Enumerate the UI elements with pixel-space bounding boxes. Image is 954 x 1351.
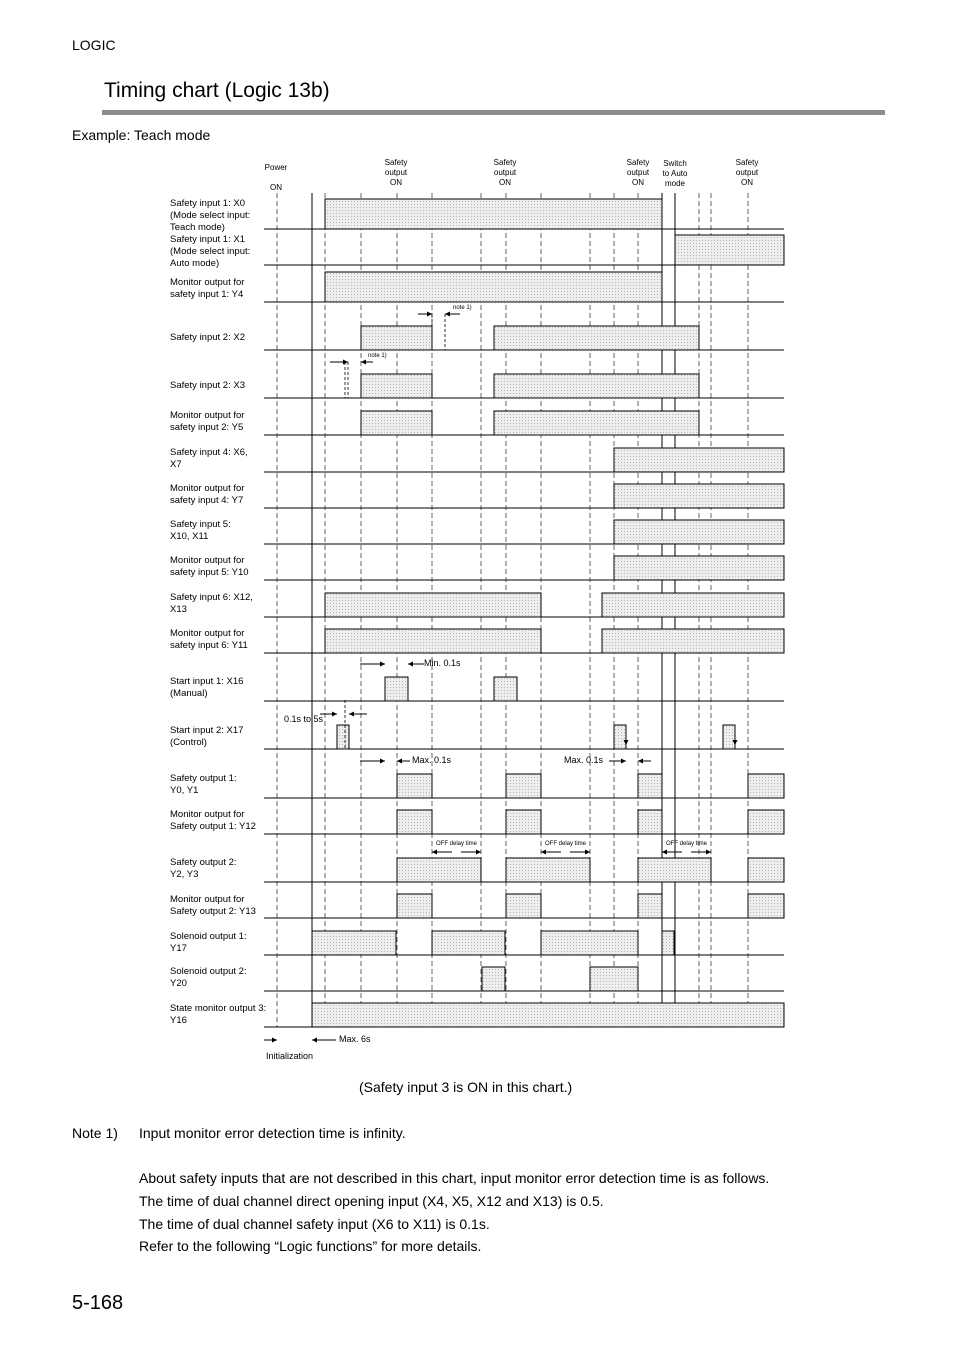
signal-label-line: Safety output 2: Y13 [170, 906, 256, 917]
top-event-label-line: output [493, 168, 517, 177]
signal-label-line: Y20 [170, 978, 187, 989]
signal-label [170, 857, 237, 881]
top-event-label-line [246, 173, 306, 183]
signal-label-line: (Control) [170, 737, 207, 748]
off-delay-label-2: OFF delay time [545, 841, 587, 847]
arrow-icon [397, 759, 410, 764]
max-time-label-1: Max. 0.1s [412, 755, 452, 765]
arrow-icon [662, 850, 682, 855]
top-event-label-line: Safety [626, 158, 650, 167]
signal-label-line: Safety input 1: X1 [170, 234, 245, 245]
signal-on-pulse [723, 725, 735, 749]
signal-on-pulse [494, 411, 699, 435]
chart-note: (Safety input 3 is ON in this chart.) [359, 1079, 573, 1095]
signal-on-pulse [638, 894, 662, 918]
signal-label [170, 447, 248, 471]
top-event-label-line: ON [741, 178, 753, 187]
top-event-label-line: output [626, 168, 650, 177]
top-event-label-line: ON [632, 178, 644, 187]
note-line-5: Refer to the following “Logic functions” for more details. [139, 1238, 482, 1254]
arrow-icon [361, 360, 373, 365]
signal-on-pulse [614, 520, 784, 544]
note-line-3: The time of dual channel direct opening input (X4, X5, X12 and X13) is 0.5. [139, 1193, 604, 1209]
signal-on-pulse [602, 593, 784, 617]
signal-label-line: Monitor output for [170, 809, 245, 820]
signal-label [170, 628, 248, 652]
arrow-icon [570, 850, 590, 855]
top-event-label-line: Safety [384, 158, 408, 167]
section-header: LOGIC [72, 37, 116, 53]
arrow-icon [445, 312, 460, 317]
signal-on-pulse [494, 374, 699, 398]
top-event-label [645, 159, 705, 189]
signal-label-line: Solenoid output 1: [170, 931, 247, 942]
top-event-label [475, 158, 535, 188]
arrow-icon [691, 850, 711, 855]
signal-on-pulse [361, 411, 432, 435]
page-number: 5-168 [72, 1292, 124, 1314]
signal-label [170, 332, 245, 344]
signal-label-line: (Manual) [170, 688, 208, 699]
note-line-1: Input monitor error detection time is infinity. [139, 1125, 406, 1141]
arrow-icon [360, 759, 385, 764]
signal-label [170, 773, 237, 797]
signal-on-pulse [312, 931, 396, 955]
signal-on-pulse [494, 677, 517, 701]
signal-label [170, 234, 250, 270]
signal-label-line: safety input 5: Y10 [170, 567, 249, 578]
arrow-icon [461, 850, 481, 855]
signal-label-line: Monitor output for [170, 628, 245, 639]
top-event-label [717, 158, 777, 188]
signal-label-line: Safety output 1: [170, 773, 237, 784]
signal-on-pulse [506, 894, 541, 918]
signal-label [170, 894, 256, 918]
initialization-label: Initialization [266, 1051, 314, 1061]
top-event-label-line: Safety [735, 158, 759, 167]
signal-label-line: Safety input 2: X2 [170, 332, 245, 343]
signal-label [170, 277, 244, 301]
signal-on-pulse [337, 725, 349, 749]
top-event-label-line: output [384, 168, 408, 177]
top-event-label-line: ON [390, 178, 402, 187]
signal-label-line: Teach mode) [170, 222, 225, 233]
signal-on-pulse [590, 967, 638, 991]
note1-annotation-a: note 1) [453, 305, 472, 311]
signal-on-pulse [361, 374, 432, 398]
signal-label-line: X7 [170, 459, 182, 470]
signal-label-line: safety input 4: Y7 [170, 495, 244, 506]
off-delay-label-1: OFF delay time [436, 841, 478, 847]
signal-label-line: Safety input 4: X6, [170, 447, 248, 458]
signal-label [170, 931, 247, 955]
signal-on-pulse [312, 1003, 784, 1027]
signal-on-pulse [397, 858, 481, 882]
signal-on-pulse [614, 448, 784, 472]
note1-annotation-b: note 1) [368, 353, 387, 359]
signal-label-line: Safety input 6: X12, [170, 592, 253, 603]
signal-on-pulse [638, 774, 662, 798]
signal-on-pulse [662, 931, 674, 955]
signal-on-pulse [397, 774, 432, 798]
signal-on-pulse [325, 272, 662, 302]
signal-label-line: State monitor output 3: [170, 1003, 267, 1014]
signal-on-pulse [748, 894, 784, 918]
min-time-label: Min. 0.1s [424, 658, 461, 668]
page-title: Timing chart (Logic 13b) [104, 79, 330, 102]
signal-label-line: Start input 1: X16 [170, 676, 244, 687]
top-event-label [366, 158, 426, 188]
signal-label-line: Monitor output for [170, 894, 245, 905]
signal-on-pulse [506, 810, 541, 834]
arrow-icon [541, 850, 561, 855]
signal-label [170, 1003, 266, 1027]
signal-on-pulse [361, 326, 432, 350]
max-time-label-2: Max. 0.1s [564, 755, 604, 765]
signal-label [170, 966, 247, 990]
signal-label [170, 519, 231, 543]
arrow-icon [360, 662, 385, 667]
signal-on-pulse [494, 326, 699, 350]
signal-label-line: Monitor output for [170, 483, 245, 494]
signal-label-line: Y17 [170, 943, 187, 954]
top-event-label-line: Safety [493, 158, 517, 167]
signal-on-pulse [748, 858, 784, 882]
arrow-icon [418, 312, 432, 317]
signal-on-pulse [397, 894, 432, 918]
signal-label-line: safety input 1: Y4 [170, 289, 244, 300]
top-event-label-line: ON [499, 178, 511, 187]
signal-label-line: Monitor output for [170, 277, 245, 288]
signal-on-pulse [602, 629, 784, 653]
signal-label-line: Y16 [170, 1015, 187, 1026]
signal-label [170, 380, 245, 392]
signal-label [170, 555, 249, 579]
signal-label-line: X13 [170, 604, 187, 615]
signal-label-line: safety input 6: Y11 [170, 640, 248, 651]
max-6s-label: Max. 6s [339, 1034, 371, 1044]
signal-label-line: Y2, Y3 [170, 869, 199, 880]
signal-label [170, 809, 256, 833]
note-label: Note 1) [72, 1125, 118, 1141]
top-event-label [246, 163, 306, 193]
off-delay-label-3: OFF delay time [666, 841, 708, 847]
signal-label-line: Solenoid output 2: [170, 966, 247, 977]
signal-on-pulse [432, 931, 505, 955]
arrow-icon [312, 1038, 336, 1043]
signal-label-line: (Mode select input: [170, 246, 251, 257]
top-event-label-line: mode [664, 179, 685, 188]
arrow-icon [609, 759, 626, 764]
arrow-icon [432, 850, 452, 855]
signal-label-line: Y0, Y1 [170, 785, 199, 796]
signal-label-line: Monitor output for [170, 410, 245, 421]
signal-on-pulse [506, 858, 590, 882]
arrow-icon [408, 662, 424, 667]
signal-on-pulse [385, 677, 408, 701]
signal-label-line: Safety input 5: [170, 519, 231, 530]
top-event-label-line: Switch [663, 159, 687, 168]
note-line-2: About safety inputs that are not described in this chart, input monitor error detection time is as follows. [139, 1170, 770, 1186]
signal-on-pulse [675, 235, 784, 265]
signal-label [170, 410, 244, 434]
signal-label [170, 725, 243, 749]
signal-on-pulse [748, 810, 784, 834]
signal-label-line: Monitor output for [170, 555, 245, 566]
signal-label-line: Safety output 2: [170, 857, 237, 868]
top-event-label-line: Power [264, 163, 288, 172]
signal-label [170, 592, 253, 616]
top-event-label-line: ON [270, 183, 282, 192]
signal-label-line: (Mode select input: [170, 210, 251, 221]
range-time-label: 0.1s to 5s [284, 714, 324, 724]
signal-on-pulse [482, 967, 505, 991]
signal-label [170, 676, 243, 700]
signal-on-pulse [638, 858, 711, 882]
example-label: Example: Teach mode [72, 127, 211, 143]
signal-on-pulse [748, 774, 784, 798]
signal-label-line: Safety input 1: X0 [170, 198, 245, 209]
signal-label [170, 198, 250, 234]
signal-on-pulse [541, 931, 638, 955]
signal-label [170, 483, 244, 507]
top-event-label-line: output [735, 168, 759, 177]
signal-on-pulse [638, 810, 662, 834]
signal-label-line: Safety output 1: Y12 [170, 821, 256, 832]
note-line-4: The time of dual channel safety input (X6 to X11) is 0.1s. [139, 1216, 490, 1232]
signal-on-pulse [614, 556, 784, 580]
signal-on-pulse [506, 774, 541, 798]
arrow-icon [349, 712, 367, 717]
signal-on-pulse [614, 725, 626, 749]
arrow-icon [638, 759, 651, 764]
arrow-icon [264, 1038, 277, 1043]
top-event-label-line: to Auto [662, 169, 688, 178]
signal-on-pulse [397, 810, 432, 834]
signal-on-pulse [325, 593, 541, 617]
signal-label-line: Safety input 2: X3 [170, 380, 245, 391]
signal-on-pulse [614, 484, 784, 508]
signal-on-pulse [325, 629, 541, 653]
signal-on-pulse [325, 199, 662, 229]
signal-label-line: Start input 2: X17 [170, 725, 244, 736]
signal-label-line: X10, X11 [170, 531, 209, 542]
signal-label-line: Auto mode) [170, 258, 220, 269]
signal-label-line: safety input 2: Y5 [170, 422, 244, 433]
